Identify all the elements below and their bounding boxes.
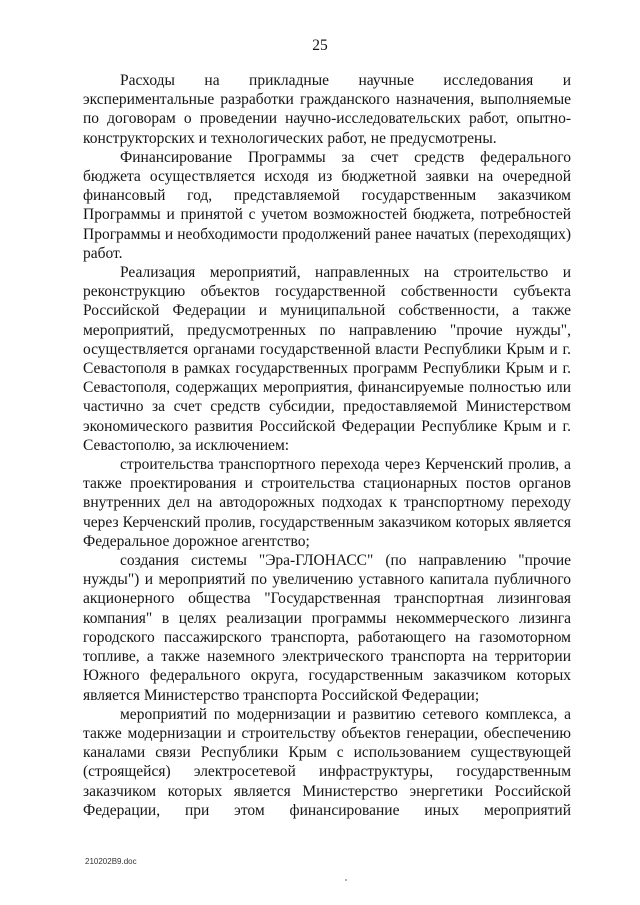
- paragraph-exception-era-glonass: создания системы "Эра-ГЛОНАСС" (по направлению "прочие нужды") и мероприятий по увеличению уставного капитала публичного акционерного общества "Государственная транспортная лизинговая компания" в целях реализации программы некоммерческого лизинга городского пассажирского транспорта, работающего на газомоторном топливе, а также наземного электрического транспорта на территории Южного федерального округа, государственным заказчиком которых является Министерство транспорта Российской Федерации;: [83, 552, 571, 704]
- document-body: [83, 71, 571, 820]
- paragraph-federal-funding: Финансирование Программы за счет средств федерального бюджета осуществляется исходя из бюджетной заявки на очередной финансовый год, представляемой государственным заказчиком Программы и принятой с учетом возможностей бюджета, потребностей Программы и необходимости продолжений ранее начатых (переходящих) работ.: [83, 148, 571, 262]
- footer-file-code: 210202В9.doc: [85, 857, 137, 866]
- paragraph-research-expenses: Расходы на прикладные научные исследования и экспериментальные разработки гражданского назначения, выполняемые по договорам о проведении научно-исследовательских работ, опытно-конструкторских и технологических работ, не предусмотрены.: [83, 72, 571, 147]
- paragraph-exception-energy: мероприятий по модернизации и развитию сетевого комплекса, а также модернизации и строительству объектов генерации, обеспечению каналами связи Республики Крым с использованием существующей (строящейся) электросетевой инфраструктуры, государственным заказчиком которых является Министерство энергетики Российской Федерации, при этом финансирование иных мероприятий: [83, 705, 571, 819]
- scan-speck: [345, 879, 347, 881]
- paragraph-implementation: Реализация мероприятий, направленных на строительство и реконструкцию объектов государственной собственности субъекта Российской Федерации и муниципальной собственности, а также мероприятий, предусмотренных по направлению "прочие нужды", осуществляется органами государственной власти Республики Крым и г. Севастополя в рамках государственных программ Республики Крым и г. Севастополя, содержащих мероприятия, финансируемые полностью или частично за счет средств субсидии, предоставляемой Министерством экономического развития Российской Федерации Республике Крым и г. Севастополю, за исключением:: [83, 264, 571, 454]
- paragraph-exception-kerch-bridge: строительства транспортного перехода через Керченский пролив, а также проектирования и строительства стационарных постов органов внутренних дел на автодорожных подходах к транспортному переходу через Керченский пролив, государственным заказчиком которых является Федеральное дорожное агентство;: [83, 456, 571, 550]
- page-number: 25: [312, 37, 328, 54]
